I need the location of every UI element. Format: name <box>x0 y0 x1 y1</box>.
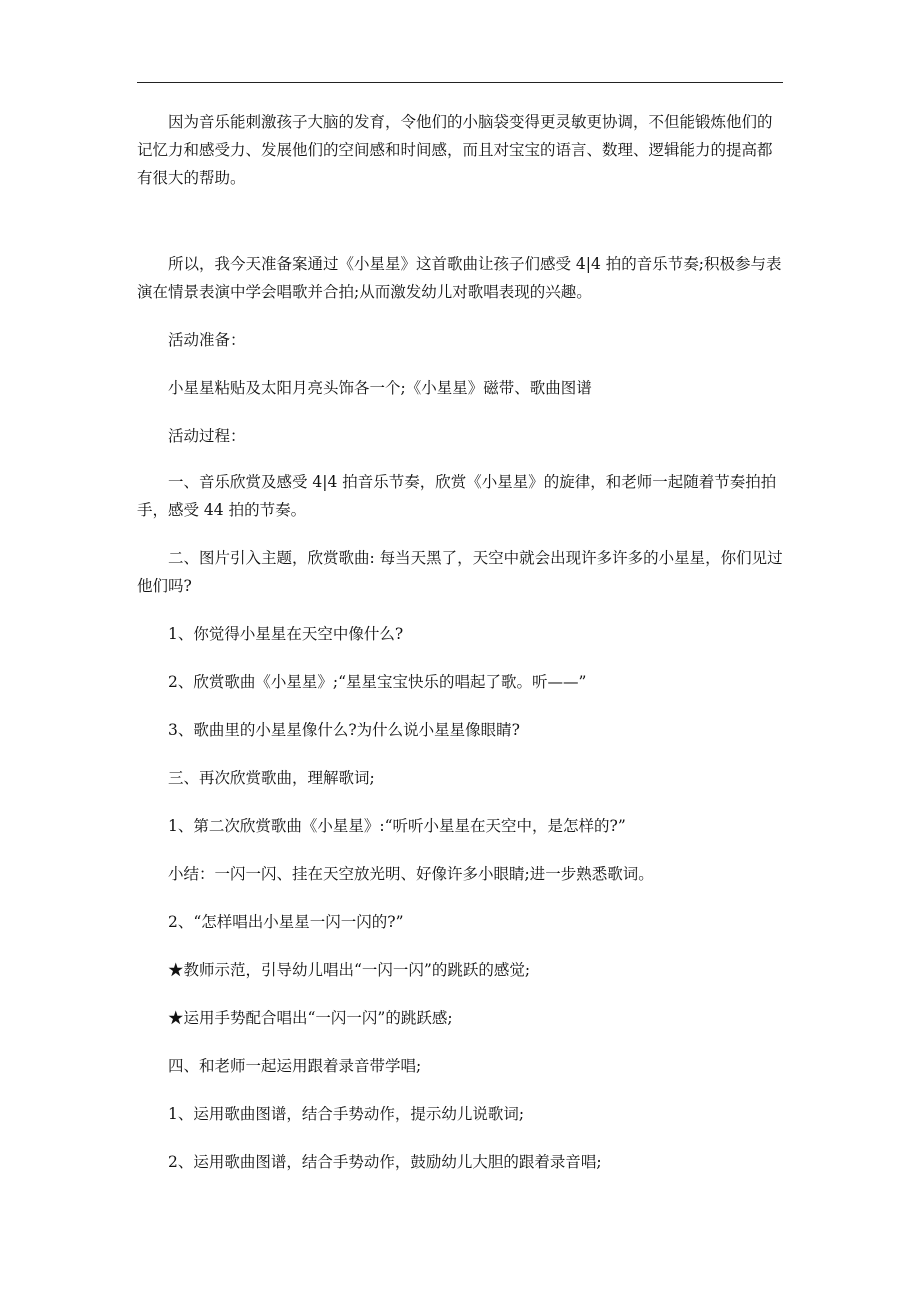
step-3-item-2: 2、“怎样唱出小星星一闪一闪的?” <box>168 913 404 931</box>
question-3: 3、歌曲里的小星星像什么?为什么说小星星像眼睛? <box>168 721 520 739</box>
summary: 小结：一闪一闪、挂在天空放光明、好像许多小眼睛;进一步熟悉歌词。 <box>168 865 654 883</box>
header-rule <box>137 82 783 83</box>
step-4-item-2: 2、运用歌曲图谱，结合手势动作，鼓励幼儿大胆的跟着录音唱; <box>168 1153 602 1171</box>
heading-activity-preparation: 活动准备： <box>168 331 246 349</box>
step-3-lyrics: 三、再次欣赏歌曲，理解歌词; <box>168 769 375 787</box>
question-1: 1、你觉得小星星在天空中像什么? <box>168 625 404 643</box>
step-1-music-appreciation: 一、音乐欣赏及感受 4|4 拍音乐节奏，欣赏《小星星》的旋律，和老师一起随着节奏拍拍手，感受 44 拍的节奏。 <box>137 473 777 519</box>
step-4-singing: 四、和老师一起运用跟着录音带学唱; <box>168 1057 422 1075</box>
step-3-item-1: 1、第二次欣赏歌曲《小星星》:“听听小星星在天空中，是怎样的?” <box>168 817 626 835</box>
star-bullet-1: ★教师示范，引导幼儿唱出“一闪一闪”的跳跃的感觉; <box>168 961 531 979</box>
step-2-picture-intro: 二、图片引入主题，欣赏歌曲: 每当天黑了，天空中就会出现许多许多的小星星，你们见过他们吗? <box>137 549 783 595</box>
document-body <box>137 108 783 1176</box>
paragraph-materials: 小星星粘贴及太阳月亮头饰各一个;《小星星》磁带、歌曲图谱 <box>168 379 592 397</box>
question-2: 2、欣赏歌曲《小星星》;“星星宝宝快乐的唱起了歌。听——” <box>168 673 587 691</box>
star-bullet-2: ★运用手势配合唱出“一闪一闪”的跳跃感; <box>168 1009 453 1027</box>
paragraph-lesson-goal: 所以，我今天准备案通过《小星星》这首歌曲让孩子们感受 4|4 拍的音乐节奏;积极参与表演在情景表演中学会唱歌并合拍;从而激发幼儿对歌唱表现的兴趣。 <box>137 255 782 301</box>
paragraph-music-benefits: 因为音乐能刺激孩子大脑的发育，令他们的小脑袋变得更灵敏更协调，不但能锻炼他们的记忆力和感受力、发展他们的空间感和时间感，而且对宝宝的语言、数理、逻辑能力的提高都有很大的帮助。 <box>137 113 773 187</box>
step-4-item-1: 1、运用歌曲图谱，结合手势动作，提示幼儿说歌词; <box>168 1105 525 1123</box>
heading-activity-process: 活动过程： <box>168 427 246 445</box>
